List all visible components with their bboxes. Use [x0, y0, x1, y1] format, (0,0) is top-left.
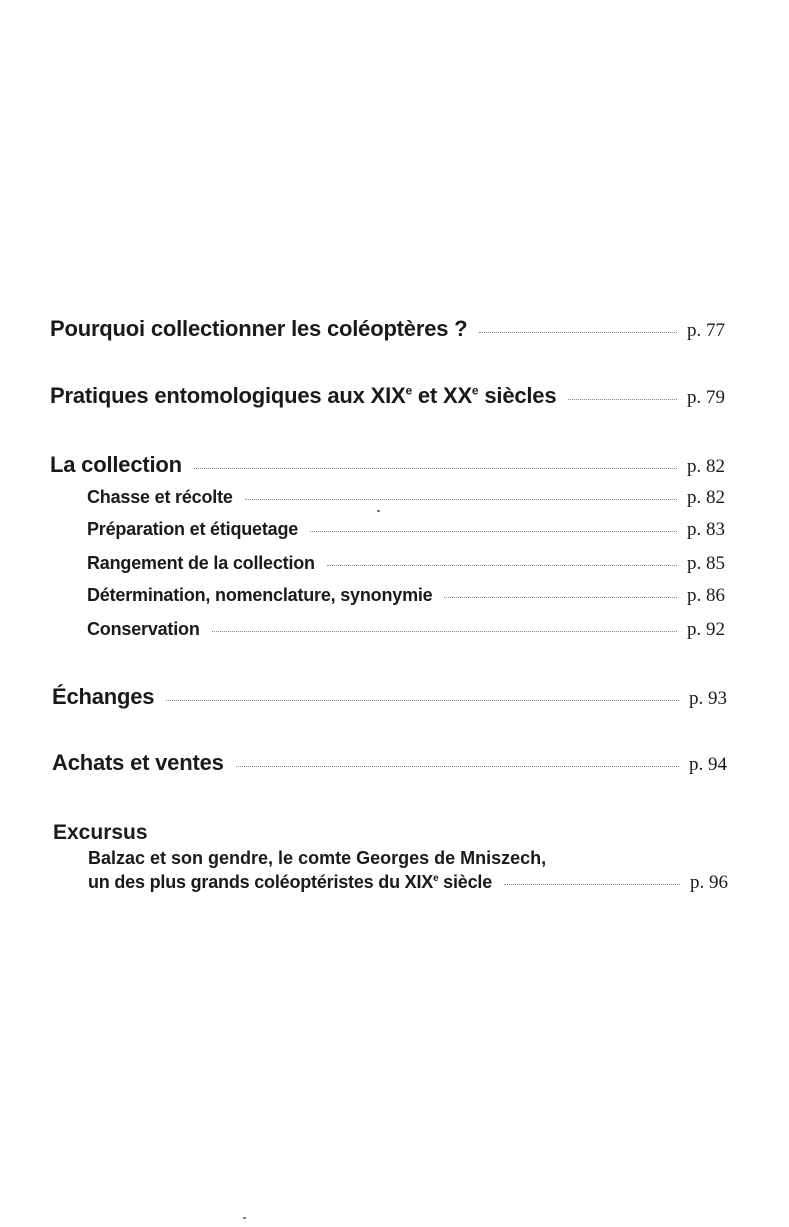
toc-entry-determination[interactable]: [87, 585, 725, 607]
scan-speck: [377, 510, 380, 512]
toc-entry-page: p. 92: [687, 619, 725, 640]
toc-entry-title: Chasse et récolte: [87, 487, 233, 507]
toc-entry-title: Rangement de la collection: [87, 553, 315, 573]
toc-entry-page: p. 79: [687, 387, 725, 408]
toc-entry-title: Achats et ventes: [52, 750, 224, 775]
dot-leader: [568, 399, 677, 400]
excursus-heading: Excursus: [53, 821, 148, 844]
toc-entry-title: Pourquoi collectionner les coléoptères ?: [50, 316, 468, 341]
toc-entry-pourquoi[interactable]: [50, 316, 725, 342]
toc-entry-excursus[interactable]: [88, 872, 728, 894]
dot-leader: [236, 766, 679, 767]
toc-entry-achats[interactable]: [52, 750, 727, 776]
toc-entry-chasse[interactable]: [87, 487, 725, 509]
toc-entry-preparation[interactable]: [87, 519, 725, 541]
toc-entry-title: Conservation: [87, 619, 200, 639]
toc-entry-title: Pratiques entomologiques aux XIXe et XXe siècles: [50, 383, 557, 408]
toc-entry-page: p. 85: [687, 553, 725, 574]
toc-entry-page: p. 82: [687, 456, 725, 477]
toc-entry-title: Préparation et étiquetage: [87, 519, 299, 539]
dot-leader: [504, 884, 680, 885]
dot-leader: [194, 468, 677, 469]
toc-entry-echanges[interactable]: [52, 684, 727, 710]
dot-leader: [310, 531, 677, 532]
dot-leader: [245, 499, 677, 500]
dot-leader: [166, 700, 679, 701]
scan-speck: [243, 1217, 246, 1219]
toc-entry-title: Échanges: [52, 684, 155, 709]
toc-entry-title: La collection: [50, 452, 182, 477]
toc-entry-page: p. 94: [689, 754, 727, 775]
toc-entry-page: p. 96: [690, 872, 728, 893]
dot-leader: [327, 565, 677, 566]
toc-entry-page: p. 82: [687, 487, 725, 508]
toc-entry-page: p. 77: [687, 320, 725, 341]
toc-entry-collection[interactable]: [50, 452, 725, 478]
toc-entry-rangement[interactable]: [87, 553, 725, 575]
excursus-entry-line1: Balzac et son gendre, le comte Georges de Mniszech,: [88, 848, 547, 868]
toc-entry-title: un des plus grands coléoptéristes du XIXe siècle: [88, 872, 493, 892]
dot-leader: [212, 631, 677, 632]
toc-entry-page: p. 93: [689, 688, 727, 709]
toc-entry-conservation[interactable]: [87, 619, 725, 641]
toc-entry-title: Détermination, nomenclature, synonymie: [87, 585, 433, 605]
toc-entry-page: p. 86: [687, 585, 725, 606]
dot-leader: [444, 597, 677, 598]
toc-entry-pratiques[interactable]: [50, 383, 725, 409]
dot-leader: [479, 332, 677, 333]
toc-entry-page: p. 83: [687, 519, 725, 540]
